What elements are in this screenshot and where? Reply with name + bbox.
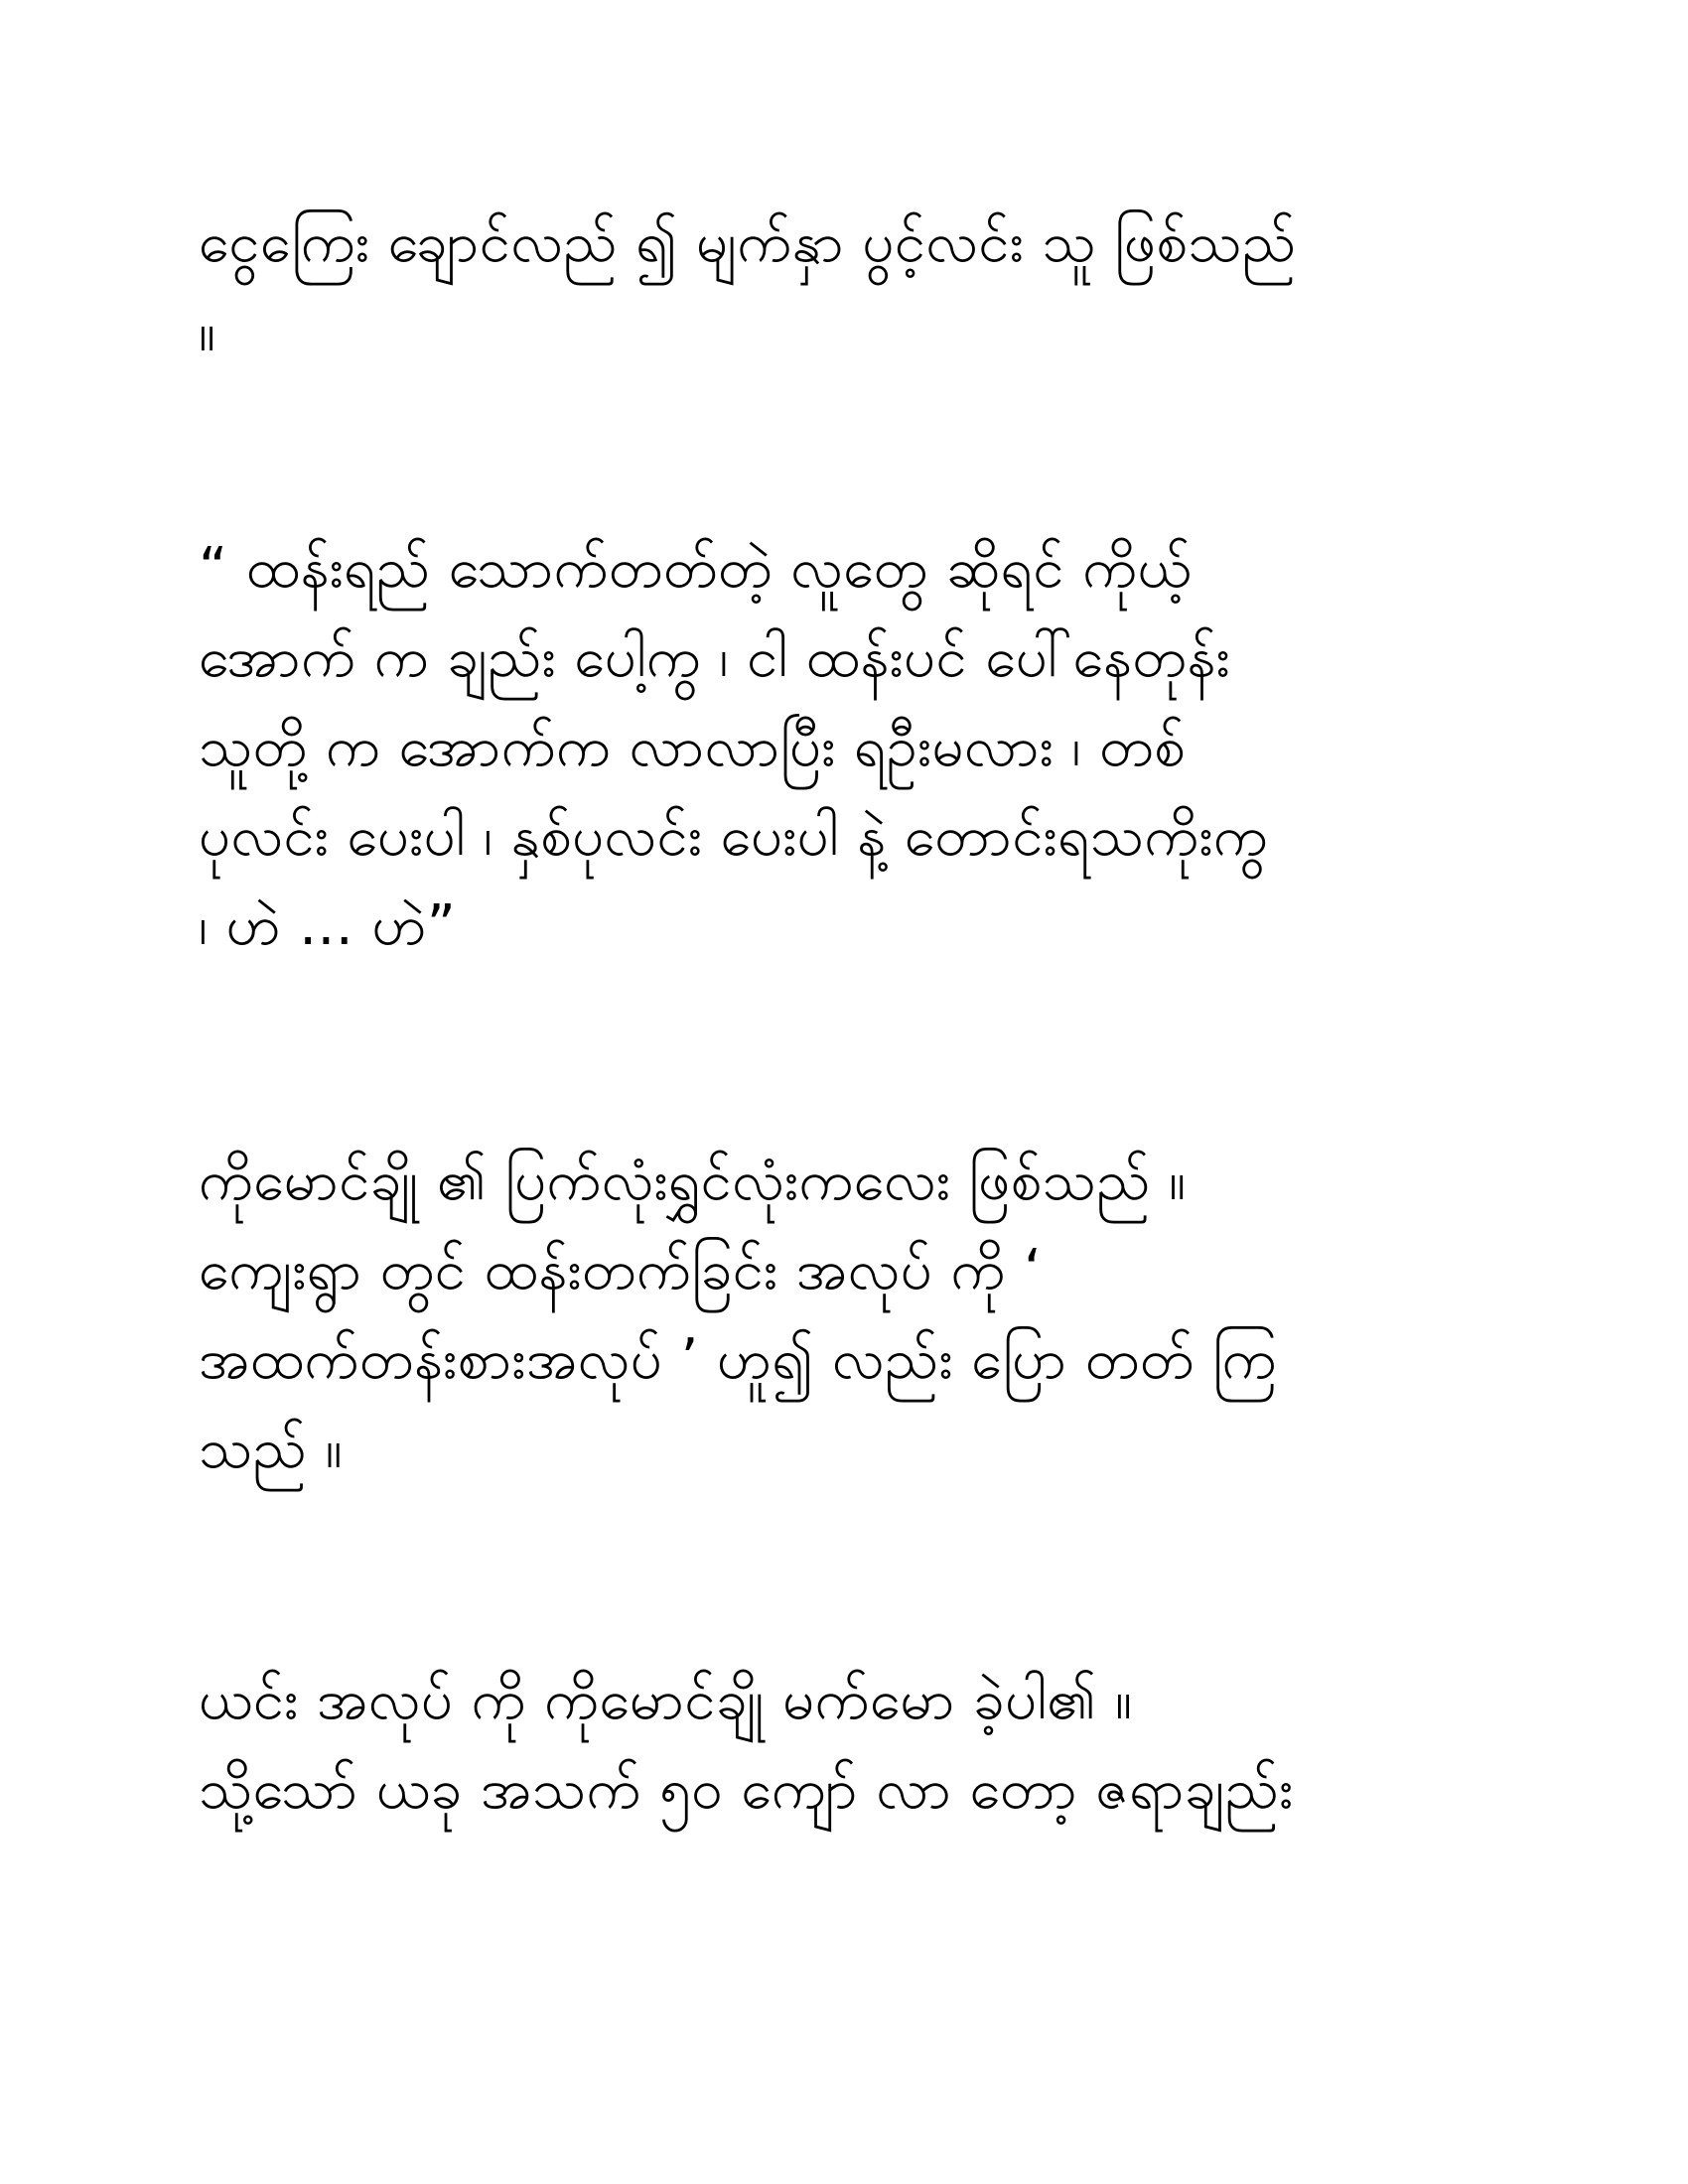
paragraph-3-line-4: သည် ။: [199, 1417, 344, 1481]
paragraph-3-line-2: ကျေးရွာ တွင် ထန်းတက်ခြင်း အလုပ် ကို ‘: [199, 1238, 1043, 1302]
paragraph-2-line-4: ပုလင်း ပေးပါ ၊ နှစ်ပုလင်း ပေးပါ နဲ့ တောင်းရသကိုးကွ: [199, 804, 1269, 869]
paragraph-2-line-5: ၊ ဟဲ ... ဟဲ”: [199, 893, 457, 958]
paragraph-4-line-2: သို့သော် ယခု အသက် ၅၀ ကျော် လာ တော့ ဇရာချည်း: [199, 1757, 1294, 1822]
paragraph-3-line-1: ကိုမောင်ချို ၏ ပြက်လုံးရွှင်လုံးကလေး ဖြစ်သည် ။: [199, 1149, 1187, 1213]
paragraph-2-line-1: “ ထန်းရည် သောက်တတ်တဲ့ လူတွေ ဆိုရင် ကိုယ့်: [199, 536, 1193, 601]
paragraph-1-line-2: ။: [199, 300, 216, 364]
paragraph-1-line-1: ငွေကြေး ချောင်လည် ၍ မျက်နှာ ပွင့်လင်း သူ ဖြစ်သည်: [199, 210, 1297, 275]
paragraph-2-line-2: အောက် က ချည်း ပေါ့ကွ ၊ ငါ ထန်းပင် ပေါ်နေတုန်း: [199, 625, 1231, 690]
paragraph-2-line-3: သူတို့ က အောက်က လာလာပြီး ရဦးမလား ၊ တစ်: [199, 715, 1187, 779]
paragraph-4-line-1: ယင်း အလုပ် ကို ကိုမောင်ချို မက်မော ခဲ့ပါ၏ ။: [199, 1668, 1133, 1732]
paragraph-3-line-3: အထက်တန်းစားအလုပ် ’ ဟူ၍ လည်း ပြော တတ် ကြ: [199, 1327, 1277, 1392]
